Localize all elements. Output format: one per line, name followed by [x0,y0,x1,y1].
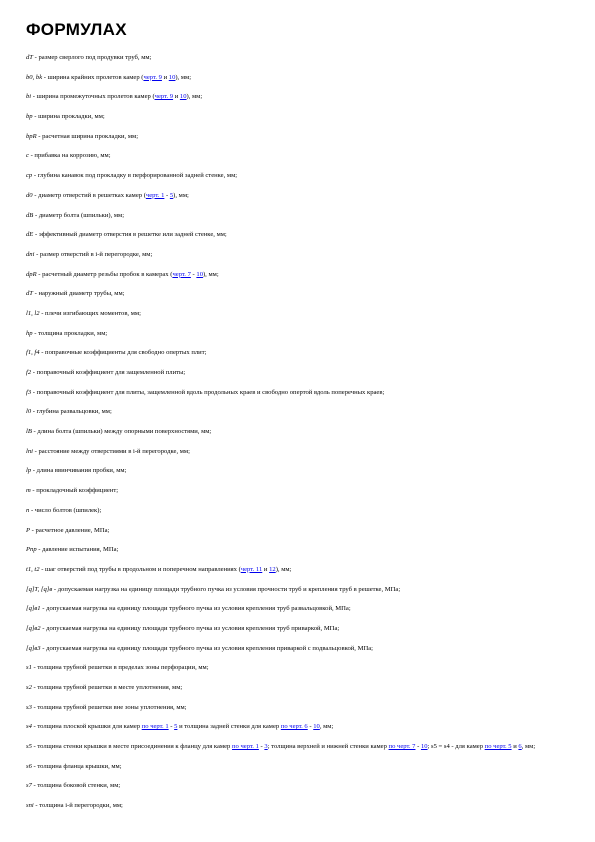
symbol: dpR [26,270,37,278]
figure-reference-link[interactable]: черт. 11 [240,565,263,573]
definition-text: - [168,723,175,731]
definition-text: - толщина плоской крышки для камер [31,723,142,731]
symbol: s3 [26,703,32,711]
symbol: f2 [26,369,32,376]
definition-text: ), мм; [173,191,189,199]
definition-text: - наружный диаметр трубы, мм; [32,290,125,298]
definition-item [26,408,575,416]
definition-text: - прокладочный коэффициент; [30,487,119,495]
definition-text: - поправочные коэффициенты для свободно опертых плит; [39,349,207,357]
definition-text: - [164,191,170,199]
definition-item [26,527,575,535]
symbol: f1, f4 [26,349,40,357]
definition-item [26,54,575,62]
figure-reference-link[interactable]: 5 [174,723,178,731]
definition-item [26,586,575,594]
definition-item [26,231,575,239]
figure-reference-link[interactable]: 5 [169,191,174,199]
definition-text: - глубина канавок под прокладку в перфорированной задней стенке, мм; [32,172,238,180]
symbol: hp [26,329,33,337]
definition-text: - поправочный коэффициент для плиты, защемленной вдоль продольных краев и свободно опертой вдоль поперечных краев; [31,388,385,396]
definition-item [26,428,575,436]
definition-text: - [258,743,265,751]
definition-text: - толщина трубной решетки в пределах зоны перфорации, мм; [31,664,209,672]
definition-item [26,212,575,220]
symbol: dT [26,54,33,61]
definition-text: - допускаемая нагрузка на единицу площади трубного пучка из условия крепления приваркой с подвальцовкой, МПа; [40,644,373,652]
definition-text: - толщина фланца крышки, мм; [31,762,122,770]
definition-text: ; s5 = s4 - для камер [427,743,485,751]
definition-text: - толщина прокладки, мм; [32,329,108,337]
definition-text: - расстояние между отверстиями в i-й перегородке, мм; [32,447,190,455]
definition-text: - [415,743,421,751]
symbol: d0 [26,191,33,199]
definition-text: ), мм; [202,270,219,278]
figure-reference-link[interactable]: по черт. 5 [484,743,512,751]
definition-item [26,664,575,672]
definition-item [26,645,575,653]
definition-text: ), мм; [186,93,203,101]
definition-item [26,369,575,377]
definition-item [26,802,575,810]
definition-item [26,743,561,751]
figure-reference-link[interactable]: 6 [518,743,522,751]
figure-reference-link[interactable]: черт. 1 [145,191,165,199]
definition-text: - толщина трубной решетки вне зоны уплотнения, мм; [31,703,187,711]
definition-item [26,723,575,731]
definition-list [26,54,575,810]
symbol: t1, t2 [26,565,40,573]
definition-text: - толщина боковой стенки, мм; [31,782,121,790]
definition-item [26,133,575,141]
definition-item [26,389,575,397]
definition-text: - [307,723,314,731]
definition-item [26,74,575,82]
symbol: b0, bk [26,73,43,81]
figure-reference-link[interactable]: черт. 9 [154,93,174,101]
definition-text: - размер отверстий в i-й перегородке, мм; [34,250,153,258]
definition-text: - расчетное давление, МПа; [30,526,110,534]
definition-text: - толщина i-й перегородки, мм; [33,802,123,810]
symbol: dT [26,290,33,298]
symbol: s2 [26,684,32,691]
definition-text: - диаметр отверстий в решетках камер ( [32,191,146,199]
figure-reference-link[interactable]: по черт. 1 [141,723,169,731]
symbol: s7 [26,782,32,790]
definition-text: - ширина прокладки, мм; [32,113,105,121]
definition-text: и [262,565,270,573]
definition-text: - расчетный диаметр резьбы пробок в камерах ( [36,270,173,278]
definition-item [26,349,575,357]
symbol: lni [26,447,33,455]
definition-item [26,487,575,495]
symbol: dB [26,211,34,219]
symbol: bi [26,93,32,101]
symbol: dni [26,250,35,258]
definition-text: - толщина трубной решетки в месте уплотнения, мм; [31,684,183,691]
definition-item [26,763,575,771]
symbol: [q]в3 [26,644,41,652]
definition-text: - поправочный коэффициент для защемленной плиты; [31,369,186,376]
figure-reference-link[interactable]: 10 [196,270,203,278]
definition-text: - расчетная ширина прокладки, мм; [36,132,139,140]
definition-item [26,625,575,633]
definition-item [26,782,575,790]
definition-text: - глубина развальцовки, мм; [31,408,112,416]
figure-reference-link[interactable]: черт. 7 [172,270,191,278]
symbol: c [26,152,29,160]
definition-text: - допускаемая нагрузка на единицу площади трубного пучка из условия прочности труб и крепления труб в решетке, МПа; [52,585,401,593]
definition-text: - диаметр болта (шпильки), мм; [33,211,125,219]
symbol: [q]в1 [26,605,41,613]
figure-reference-link[interactable]: по черт. 1 [231,743,259,751]
figure-reference-link[interactable]: по черт. 7 [388,743,416,751]
definition-text: - допускаемая нагрузка на единицу площади трубного пучка из условия крепления труб приваркой, МПа; [40,624,340,632]
definition-item [26,310,575,318]
definition-text: , мм; [521,743,536,751]
definition-text: ; толщина верхней и нижней стенки камер [267,743,389,751]
definition-item [26,467,575,475]
symbol: s5 [26,743,32,751]
symbol: s4 [26,723,32,731]
symbol: f3 [26,388,32,396]
definition-text: и толщина задней стенки для камер [177,723,281,731]
definition-item [26,507,575,515]
symbol: Pпр [26,546,37,554]
definition-text: и [511,743,519,751]
definition-item [26,290,575,298]
definition-item [26,546,575,554]
definition-item [26,192,575,200]
definition-text: - число болтов (шпилек); [29,506,102,514]
definition-item [26,684,575,692]
figure-reference-link[interactable]: черт. 9 [143,73,162,81]
definition-item [26,93,575,101]
symbol: s1 [26,664,32,672]
definition-item [26,152,575,160]
definition-text: - длина болта (шпильки) между опорными поверхностями, мм; [31,428,212,436]
symbol: lB [26,428,32,436]
definition-text: ), мм; [275,565,292,573]
figure-reference-link[interactable]: 12 [269,565,276,573]
symbol: lp [26,467,32,475]
definition-text: - ширина крайних пролетов камер ( [42,73,144,81]
definition-item [26,566,575,574]
definition-item [26,251,575,259]
figure-reference-link[interactable]: 3 [264,743,268,751]
symbol: bp [26,113,33,121]
definition-item [26,271,575,279]
symbol: n [26,506,30,514]
definition-text: - плечи изгибающих моментов, мм; [39,309,141,317]
definition-text: - ширина промежуточных пролетов камер ( [31,93,155,101]
symbol: cp [26,172,33,180]
definition-item [26,113,575,121]
definition-text: - давление испытания, МПа; [36,546,119,554]
definition-text: - шаг отверстий под трубы в продольном и поперечном направлениях ( [39,565,241,573]
figure-reference-link[interactable]: 10 [420,743,428,751]
definition-text: - [190,270,197,278]
definition-item [26,330,575,338]
definition-item [26,605,575,613]
symbol: l1, l2 [26,309,40,317]
symbol: m [26,487,31,495]
definition-text: - размер сверлого под продувки труб, мм; [32,54,152,61]
symbol: dE [26,231,34,239]
definition-text: ), мм; [175,73,192,81]
symbol: l0 [26,408,32,416]
figure-reference-link[interactable]: 10 [168,73,176,81]
definition-text: - эффективный диаметр отверстия в решетке или задней стенке, мм; [33,231,227,239]
symbol: bpR [26,132,37,140]
definition-text: - длина ввинчивания пробки, мм; [31,467,127,475]
figure-reference-link[interactable]: по черт. 6 [280,723,308,731]
definition-text: - допускаемая нагрузка на единицу площади трубного пучка из условия крепления труб развальцовкой, МПа; [40,605,351,613]
definition-text: и [161,73,169,81]
definition-text: - прибавка на коррозию, мм; [28,152,111,160]
definition-item [26,172,575,180]
definition-text: и [173,93,180,101]
symbol: s6 [26,762,32,770]
definition-item [26,448,575,456]
page-title: ФОРМУЛАХ [26,20,127,39]
symbol: [q]T, [q]в [26,585,53,593]
symbol: [q]в2 [26,624,41,632]
figure-reference-link[interactable]: 10 [313,723,320,731]
figure-reference-link[interactable]: 10 [179,93,187,101]
definition-item [26,704,575,712]
symbol: sni [26,802,34,810]
symbol: P [26,526,31,534]
definition-text: - толщина стенки крышки в месте присоединения к фланцу для камер [31,743,232,751]
definition-text: , мм; [319,723,334,731]
